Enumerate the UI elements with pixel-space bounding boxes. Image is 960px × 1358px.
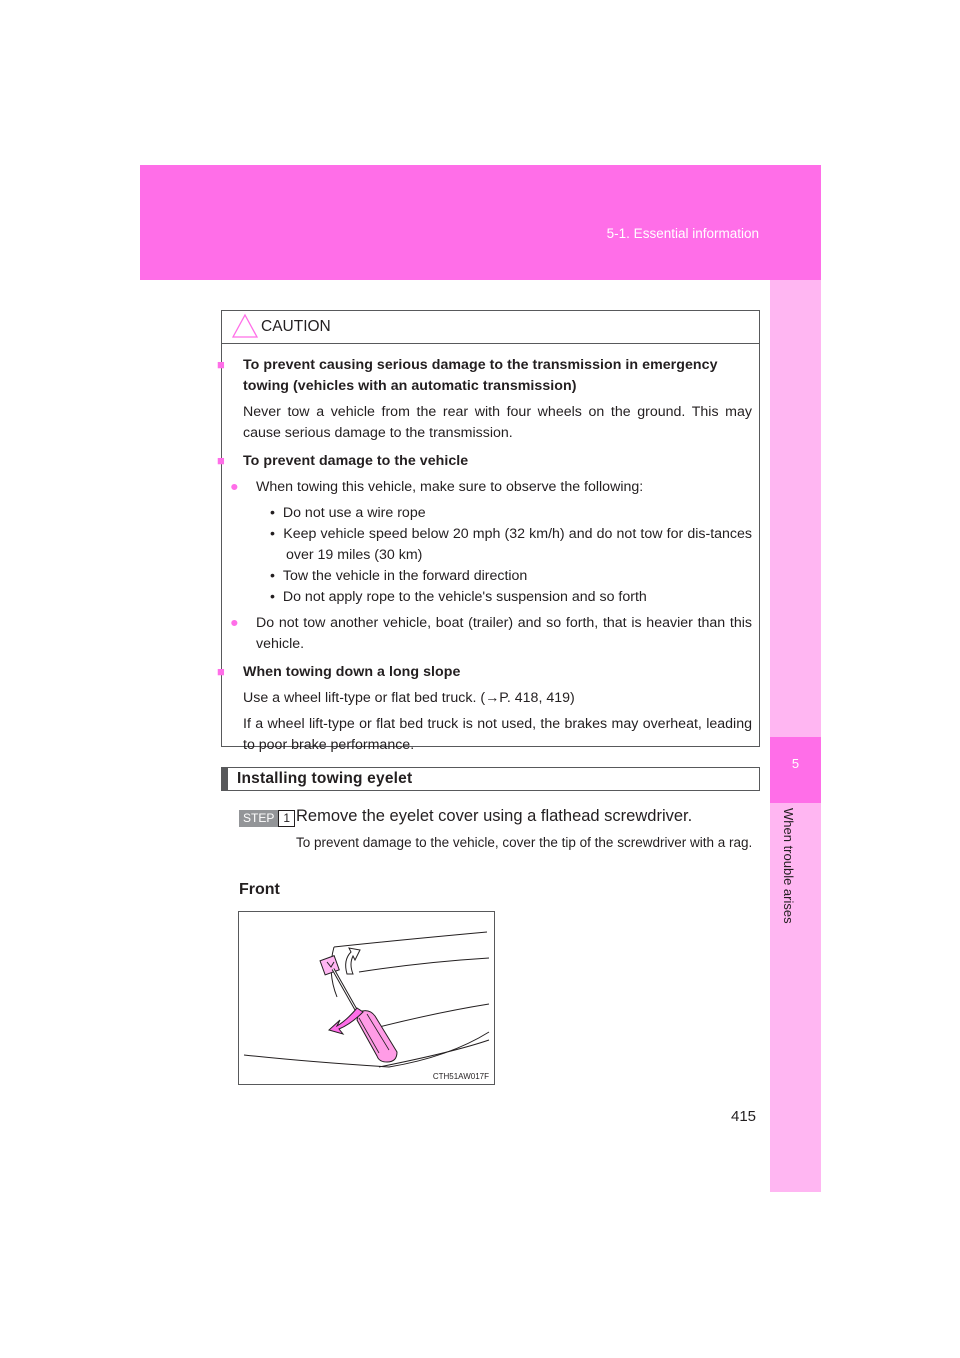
chapter-title: When trouble arises <box>781 808 796 924</box>
caution-subitem: • Do not use a wire rope <box>270 505 426 521</box>
square-bullet-icon: ■ <box>217 357 225 372</box>
step-instruction: Remove the eyelet cover using a flathead screwdriver. <box>296 807 693 825</box>
caution-item-heading: ■ To prevent causing serious damage to the transmission in emergency towing (vehicles with an automatic transmission) <box>230 354 752 397</box>
step-number: 1 <box>278 810 295 827</box>
caution-item-heading: ■ When towing down a long slope <box>230 661 752 683</box>
square-bullet-icon: ■ <box>217 453 225 468</box>
eyelet-cover-illustration <box>238 911 495 1085</box>
chapter-number: 5 <box>791 756 800 771</box>
caution-header <box>222 311 759 344</box>
caution-subitem: • Keep vehicle speed below 20 mph (32 km/h) and do not tow for dis-tances over 19 miles (30 km) <box>270 526 752 563</box>
circle-bullet-icon: ● <box>230 615 239 631</box>
section-header <box>221 767 760 791</box>
step-label: STEP <box>239 810 278 827</box>
step-note: To prevent damage to the vehicle, cover the tip of the screwdriver with a rag. <box>296 835 753 850</box>
caution-sublist <box>230 503 752 608</box>
side-index-strip <box>770 280 821 1192</box>
figure-code: CTH51AW017F <box>432 1072 489 1081</box>
caution-body <box>217 344 759 756</box>
header-band <box>140 165 821 280</box>
circle-bullet-icon: ● <box>230 479 239 495</box>
section-title: Installing towing eyelet <box>237 770 413 787</box>
caution-item-text: Use a wheel lift-type or flat bed truck. (→P. 418, 419) <box>243 690 575 706</box>
page-reference-arrow-icon: → <box>485 690 500 706</box>
page-number: 415 <box>731 1108 757 1125</box>
caution-title: CAUTION <box>261 318 331 335</box>
caution-bullet: ● Do not tow another vehicle, boat (trailer) and so forth, that is heavier than this vehicle. <box>230 615 752 652</box>
caution-item-text: Never tow a vehicle from the rear with four wheels on the ground. This may cause serious damage to the transmission. <box>243 404 752 441</box>
caution-box <box>217 310 760 753</box>
caution-item-text: If a wheel lift-type or flat bed truck is not used, the brakes may overheat, leading to poor brake performance. <box>243 716 752 753</box>
section-breadcrumb: 5-1. Essential information <box>606 226 759 241</box>
figure-subheading: Front <box>239 881 280 898</box>
bumper-screwdriver-drawing <box>239 912 494 1084</box>
warning-triangle-icon <box>232 313 258 339</box>
step-badge <box>239 810 295 827</box>
caution-subitem: • Do not apply rope to the vehicle's suspension and so forth <box>270 589 647 605</box>
caution-item-heading: ■ To prevent damage to the vehicle <box>230 450 752 472</box>
caution-bullet: ● When towing this vehicle, make sure to observe the following: <box>230 477 752 498</box>
square-bullet-icon: ■ <box>217 664 225 679</box>
caution-subitem: • Tow the vehicle in the forward direction <box>270 568 528 584</box>
